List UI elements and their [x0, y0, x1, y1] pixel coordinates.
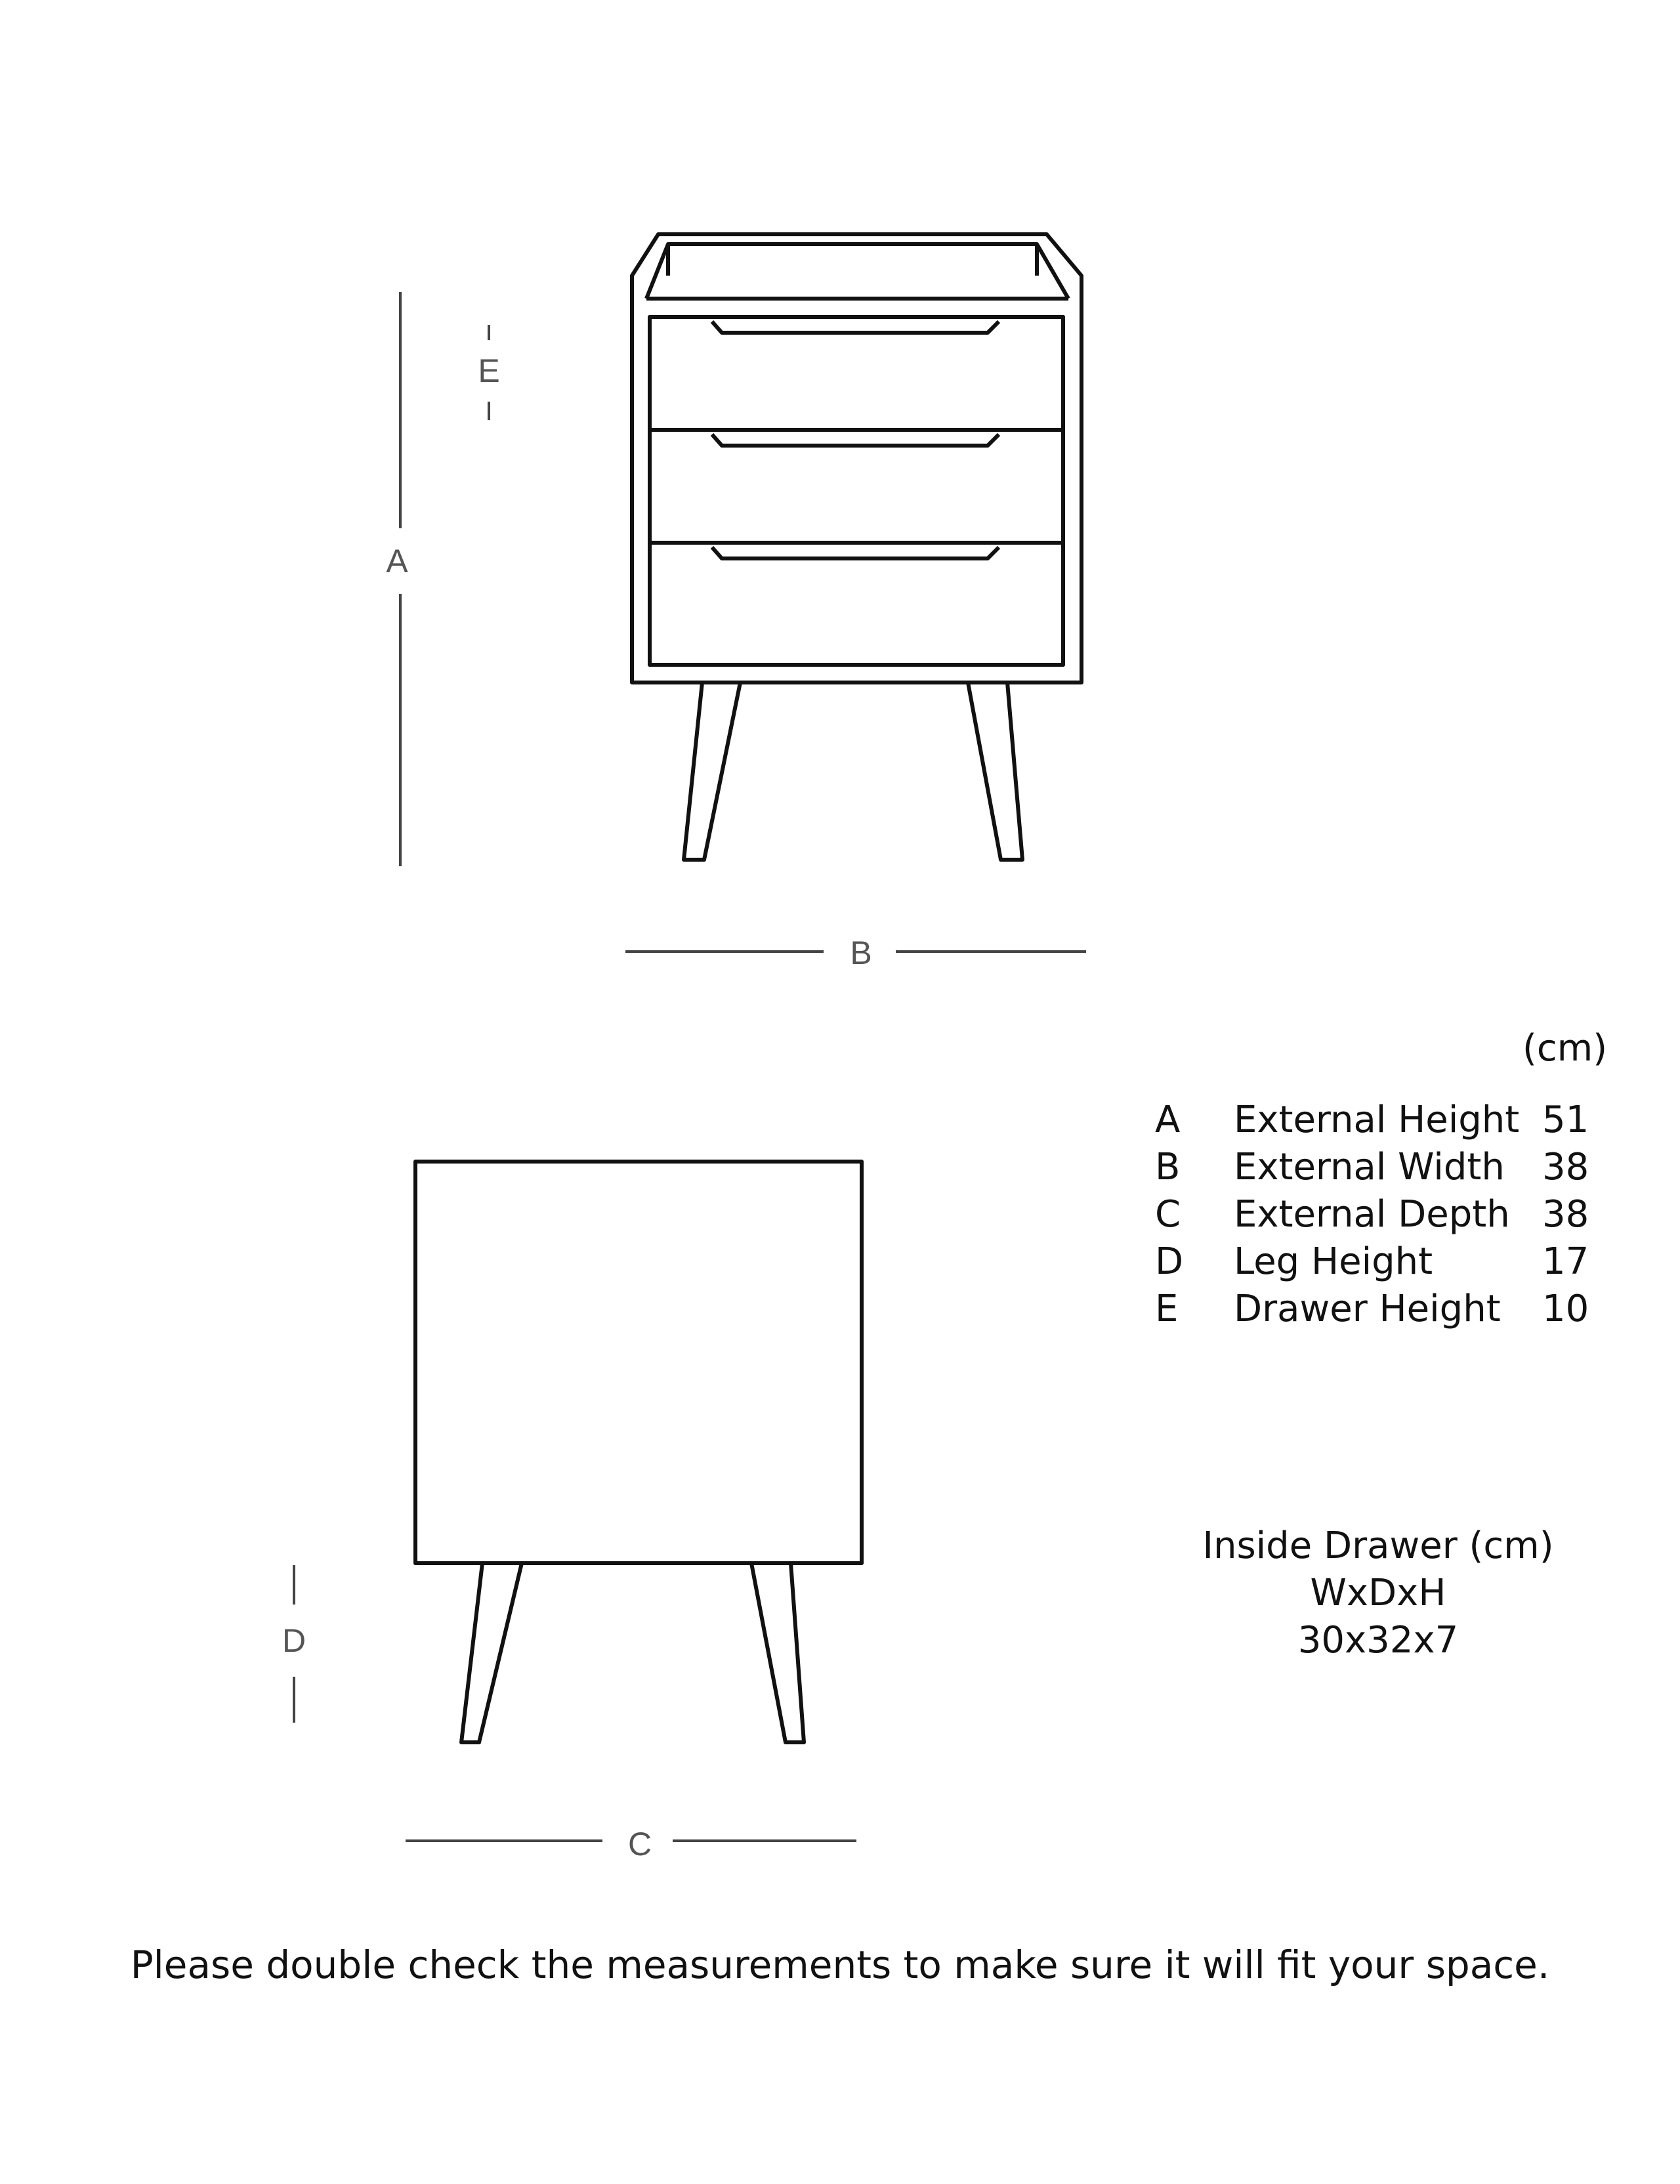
side-body — [415, 1162, 862, 1563]
legend-name: Leg Height — [1234, 1240, 1433, 1283]
dimension-d-label: D — [278, 1624, 310, 1657]
legend-value: 51 — [1542, 1098, 1589, 1141]
front-leg-left — [684, 682, 740, 860]
inside-drawer-format: WxDxH — [1310, 1572, 1446, 1614]
side-leg-left — [461, 1563, 522, 1742]
legend-letter: A — [1155, 1098, 1181, 1141]
dimension-c-label: C — [624, 1828, 656, 1860]
legend-value: 38 — [1542, 1192, 1589, 1236]
legend-name: External Height — [1234, 1098, 1520, 1141]
front-leg-right — [968, 682, 1022, 860]
legend-row — [1155, 1096, 1608, 1143]
front-frame-outline — [632, 234, 1082, 682]
legend-row — [1155, 1285, 1608, 1332]
legend-row — [1155, 1238, 1608, 1285]
legend-value: 38 — [1542, 1145, 1589, 1188]
drawer-bottom — [650, 543, 1063, 665]
front-view-chest — [632, 234, 1082, 860]
dimension-b-label: B — [846, 936, 875, 969]
measurement-legend — [1155, 1096, 1608, 1332]
dimension-lines — [294, 292, 1086, 1841]
legend-letter: D — [1155, 1240, 1184, 1283]
legend-value: 10 — [1542, 1287, 1589, 1330]
legend-name: External Depth — [1234, 1192, 1510, 1236]
legend-letter: B — [1155, 1145, 1181, 1188]
side-leg-right — [751, 1563, 804, 1742]
legend-row — [1155, 1190, 1608, 1238]
tray-rim — [646, 244, 1068, 299]
legend-letter: E — [1155, 1287, 1179, 1330]
drawer-bottom-handle — [712, 547, 999, 558]
drawer-middle-handle — [712, 434, 999, 446]
inside-drawer-title: Inside Drawer (cm) — [1202, 1524, 1554, 1567]
inside-drawer-info — [1181, 1522, 1575, 1664]
unit-label: (cm) — [1522, 1027, 1608, 1070]
legend-letter: C — [1155, 1192, 1181, 1236]
drawer-top-handle — [712, 322, 999, 333]
side-view-chest — [415, 1162, 862, 1742]
dimension-a-label: A — [382, 545, 411, 578]
legend-name: External Width — [1234, 1145, 1505, 1188]
dimension-e-label: E — [474, 354, 503, 387]
carcass-inner — [650, 317, 1063, 665]
legend-row — [1155, 1143, 1608, 1190]
legend-name: Drawer Height — [1234, 1287, 1501, 1330]
footer-note: Please double check the measurements to make sure it will fit your space. — [130, 1942, 1550, 1987]
inside-drawer-value: 30x32x7 — [1297, 1619, 1459, 1662]
legend-value: 17 — [1542, 1240, 1589, 1283]
